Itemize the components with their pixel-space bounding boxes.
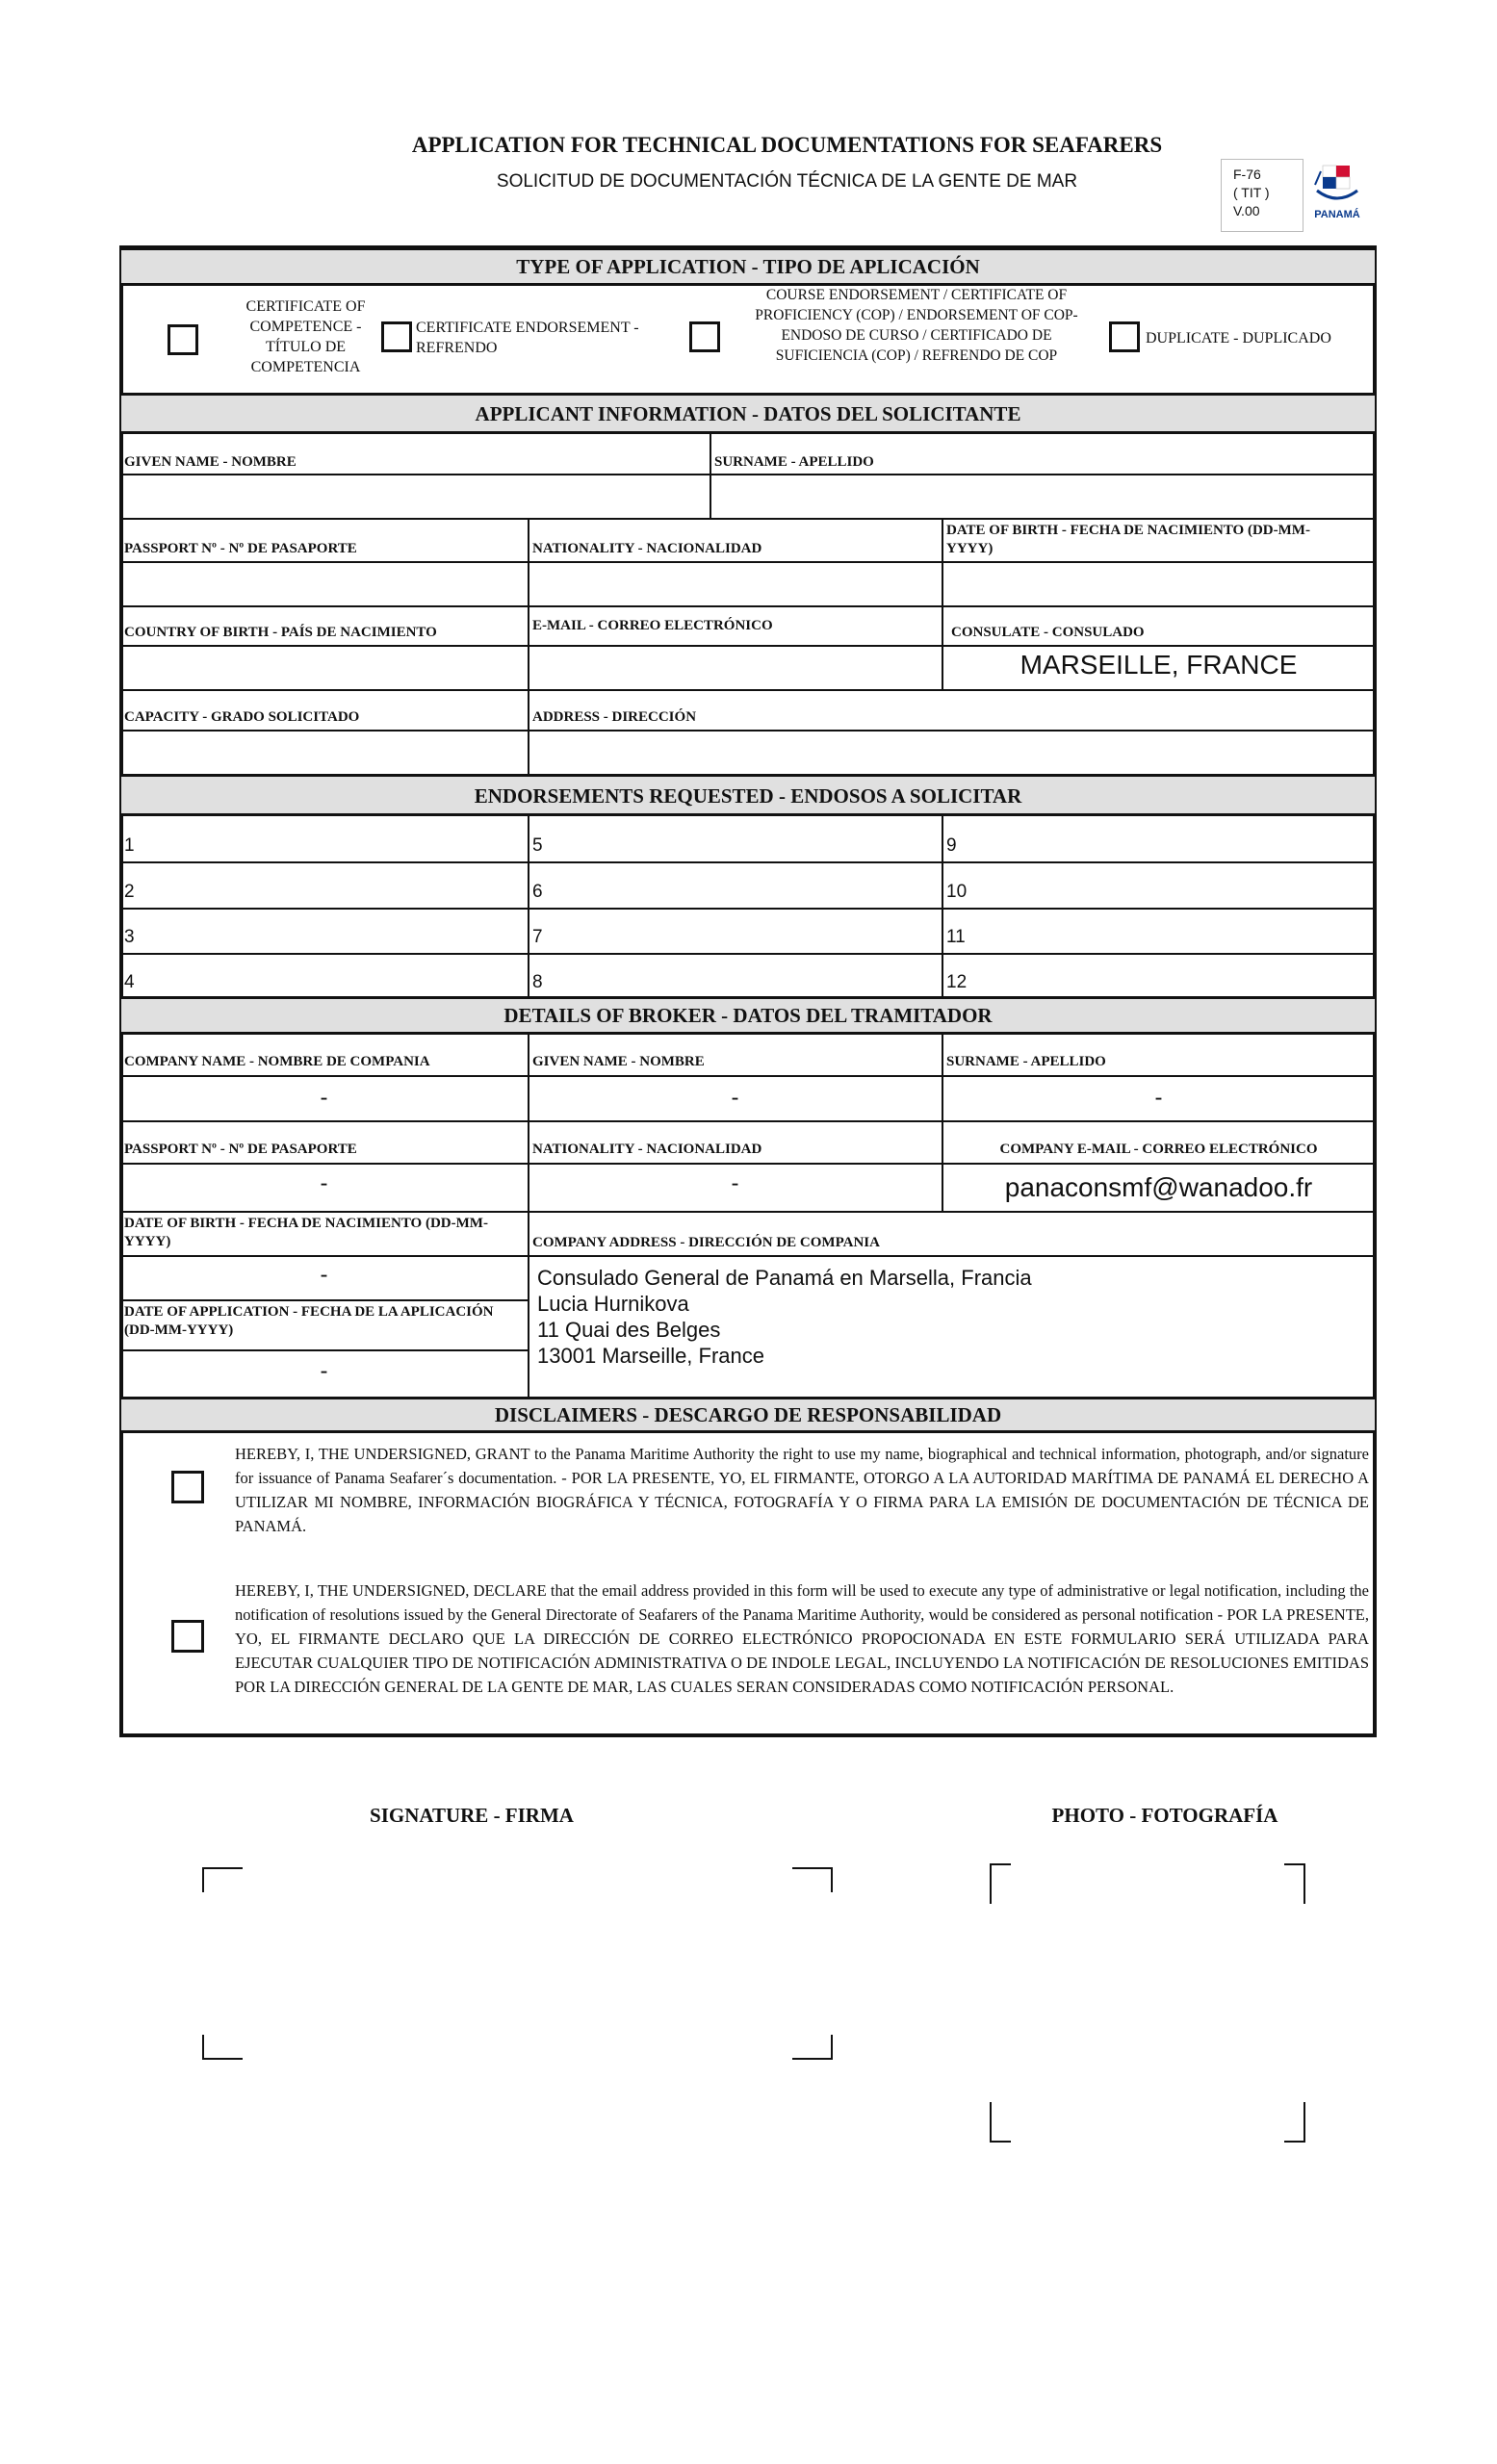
form-code-line: V.00: [1233, 203, 1260, 218]
endorsement-number: 12: [946, 972, 968, 992]
disclaimer-email-text: HEREBY, I, THE UNDERSIGNED, DECLARE that the email address provided in this form will be used to execute any type of administrative or legal notification, including the notification of resolutions issued by the General Directorate of Seafarers of the Panama Maritime Authority, would be considered as personal notification - POR LA PRESENTE, YO, EL FIRMANTE DECLARO QUE LA DIRECCIÓN DE CORREO ELECTRÓNICO PROPOCIONADA EN ESTE FORMULARIO SERÁ UTILIZADA PARA EJECUTAR CUALQUIER TIPO DE NOTIFICACIÓN ADMINISTRATIVA O DE INDOLE LEGAL, INCLUYENDO LA NOTIFICACIÓN DE RESOLUCIONES EMITIDAS POR LA DIRECCIÓN GENERAL DE LA GENTE DE MAR, LAS CUALES SERAN CONSIDERADAS COMO NOTIFICACIÓN PERSONAL.: [235, 1581, 1369, 1696]
address-line: Consulado General de Panamá en Marsella, Francia: [537, 1266, 1032, 1290]
option-course-endorsement: COURSE ENDORSEMENT / CERTIFICATE OF PROFICIENCY (COP) / ENDORSEMENT OF COP- ENDOSO DE CURSO / CERTIFICADO DE SUFICIENCIA (COP) / REFRENDO DE COP: [755, 287, 1078, 364]
endorsement-number: 2: [124, 882, 135, 902]
endorsement-number: 7: [532, 927, 543, 947]
photo-area[interactable]: [990, 1863, 1305, 2143]
broker-doa-value[interactable]: -: [320, 1358, 328, 1384]
endorsement-number: 9: [946, 835, 957, 856]
endorsement-number: 4: [124, 972, 135, 992]
applicant-given-name-label: GIVEN NAME - NOMBRE: [124, 454, 297, 470]
broker-dob-value[interactable]: -: [320, 1262, 328, 1288]
broker-email-value[interactable]: panaconsmf@wanadoo.fr: [1004, 1172, 1313, 1202]
endorsement-number: 3: [124, 927, 135, 947]
form-code-line: F-76: [1233, 167, 1261, 182]
broker-address-label: COMPANY ADDRESS - DIRECCIÓN DE COMPANIA: [532, 1235, 880, 1250]
disclaimers-heading: DISCLAIMERS - DESCARGO DE RESPONSABILIDAD: [121, 1397, 1375, 1433]
endorsement-number: 6: [532, 882, 543, 902]
applicant-consulate-value[interactable]: MARSEILLE, FRANCE: [1020, 650, 1298, 680]
option-certificate-of-competence: CERTIFICATE OF COMPETENCE - TÍTULO DE COMPETENCIA: [245, 298, 366, 375]
applicant-country-of-birth-field[interactable]: [122, 647, 526, 689]
applicant-dob-label: DATE OF BIRTH - FECHA DE NACIMIENTO (DD-MM-YYYY): [946, 523, 1310, 556]
applicant-address-label: ADDRESS - DIRECCIÓN: [532, 709, 697, 725]
form-title: APPLICATION FOR TECHNICAL DOCUMENTATIONS FOR SEAFARERS: [411, 133, 1163, 157]
applicant-email-label: E-MAIL - CORREO ELECTRÓNICO: [532, 618, 773, 633]
broker-company-value[interactable]: -: [320, 1085, 328, 1111]
broker-nationality-value[interactable]: -: [731, 1170, 739, 1196]
address-line: 13001 Marseille, France: [537, 1344, 765, 1368]
type-of-application-heading: TYPE OF APPLICATION - TIPO DE APLICACIÓN: [121, 247, 1375, 286]
address-line: Lucia Hurnikova: [537, 1292, 689, 1316]
broker-surname-label: SURNAME - APELLIDO: [946, 1054, 1106, 1069]
form-subtitle: SOLICITUD DE DOCUMENTACIÓN TÉCNICA DE LA GENTE DE MAR: [496, 171, 1078, 192]
applicant-capacity-label: CAPACITY - GRADO SOLICITADO: [124, 709, 360, 725]
endorsement-number: 1: [124, 835, 135, 856]
endorsement-number: 11: [946, 927, 966, 947]
endorsement-number: 5: [532, 835, 543, 856]
checkbox-disclaimer-grant[interactable]: [171, 1471, 204, 1503]
applicant-passport-label: PASSPORT Nº - Nº DE PASAPORTE: [124, 541, 357, 556]
applicant-country-of-birth-label: COUNTRY OF BIRTH - PAÍS DE NACIMIENTO: [124, 625, 437, 640]
applicant-nationality-field[interactable]: [530, 563, 940, 605]
form-code-box: [1221, 159, 1303, 232]
broker-heading: DETAILS OF BROKER - DATOS DEL TRAMITADOR: [121, 996, 1375, 1035]
broker-email-label: COMPANY E-MAIL - CORREO ELECTRÓNICO: [999, 1142, 1318, 1157]
applicant-consulate-label: CONSULATE - CONSULADO: [951, 625, 1145, 640]
option-duplicate: DUPLICATE - DUPLICADO: [1146, 330, 1331, 346]
applicant-information-heading: APPLICANT INFORMATION - DATOS DEL SOLICITANTE: [121, 393, 1375, 434]
broker-surname-value[interactable]: -: [1154, 1085, 1163, 1111]
broker-nationality-label: NATIONALITY - NACIONALIDAD: [532, 1142, 762, 1157]
applicant-surname-field[interactable]: [712, 475, 1373, 518]
broker-company-label: COMPANY NAME - NOMBRE DE COMPANIA: [124, 1054, 430, 1069]
broker-dob-label: DATE OF BIRTH - FECHA DE NACIMIENTO (DD-MM-YYYY): [124, 1216, 488, 1249]
panama-flag-icon: [1309, 162, 1365, 208]
applicant-address-field[interactable]: [530, 732, 1373, 773]
applicant-given-name-field[interactable]: [122, 475, 708, 518]
logo-text: PANAMÁ: [1314, 209, 1360, 220]
broker-doa-label: DATE OF APPLICATION - FECHA DE LA APLICACIÓN (DD-MM-YYYY): [124, 1304, 494, 1338]
checkbox-disclaimer-email[interactable]: [171, 1620, 204, 1653]
endorsement-number: 10: [946, 882, 968, 902]
panama-authority-logo: [1309, 162, 1365, 221]
broker-given-name-value[interactable]: -: [731, 1085, 739, 1111]
applicant-email-field[interactable]: [530, 647, 940, 689]
applicant-passport-field[interactable]: [122, 563, 526, 605]
checkbox-duplicate[interactable]: [1109, 321, 1140, 352]
applicant-dob-field[interactable]: [944, 563, 1373, 605]
form-code-line: ( TIT ): [1233, 185, 1270, 200]
address-line: 11 Quai des Belges: [537, 1318, 721, 1342]
signature-area[interactable]: [202, 1867, 833, 2060]
checkbox-course-endorsement[interactable]: [689, 321, 720, 352]
checkbox-certificate-of-competence[interactable]: [168, 324, 198, 355]
applicant-surname-label: SURNAME - APELLIDO: [714, 454, 874, 470]
checkbox-certificate-endorsement[interactable]: [381, 321, 412, 352]
applicant-capacity-field[interactable]: [122, 732, 526, 773]
broker-passport-label: PASSPORT Nº - Nº DE PASAPORTE: [124, 1142, 357, 1157]
option-certificate-endorsement: CERTIFICATE ENDORSEMENT - REFRENDO: [416, 320, 639, 356]
signature-label: SIGNATURE - FIRMA: [370, 1804, 574, 1827]
disclaimer-grant-text: HEREBY, I, THE UNDERSIGNED, GRANT to the Panama Maritime Authority the right to use my name, biographical and technical information, photograph, and/or signature for issuance of Panama Seafarer´s documentation. - POR LA PRESENTE, YO, EL FIRMANTE, OTORGO A LA AUTORIDAD MARÍTIMA DE PANAMÁ EL DERECHO A UTILIZAR MI NOMBRE, INFORMACIÓN BIOGRÁFICA Y TÉCNICA, FOTOGRAFÍA Y O FIRMA PARA LA EMISIÓN DE DOCUMENTACIÓN DE TÉCNICA DE PANAMÁ.: [235, 1445, 1369, 1535]
applicant-nationality-label: NATIONALITY - NACIONALIDAD: [532, 541, 762, 556]
broker-given-name-label: GIVEN NAME - NOMBRE: [532, 1054, 705, 1069]
endorsement-number: 8: [532, 972, 543, 992]
broker-address-value[interactable]: [537, 1265, 1365, 1369]
broker-passport-value[interactable]: -: [320, 1170, 328, 1196]
photo-label: PHOTO - FOTOGRAFÍA: [1051, 1804, 1278, 1827]
endorsements-heading: ENDORSEMENTS REQUESTED - ENDOSOS A SOLICITAR: [121, 774, 1375, 816]
